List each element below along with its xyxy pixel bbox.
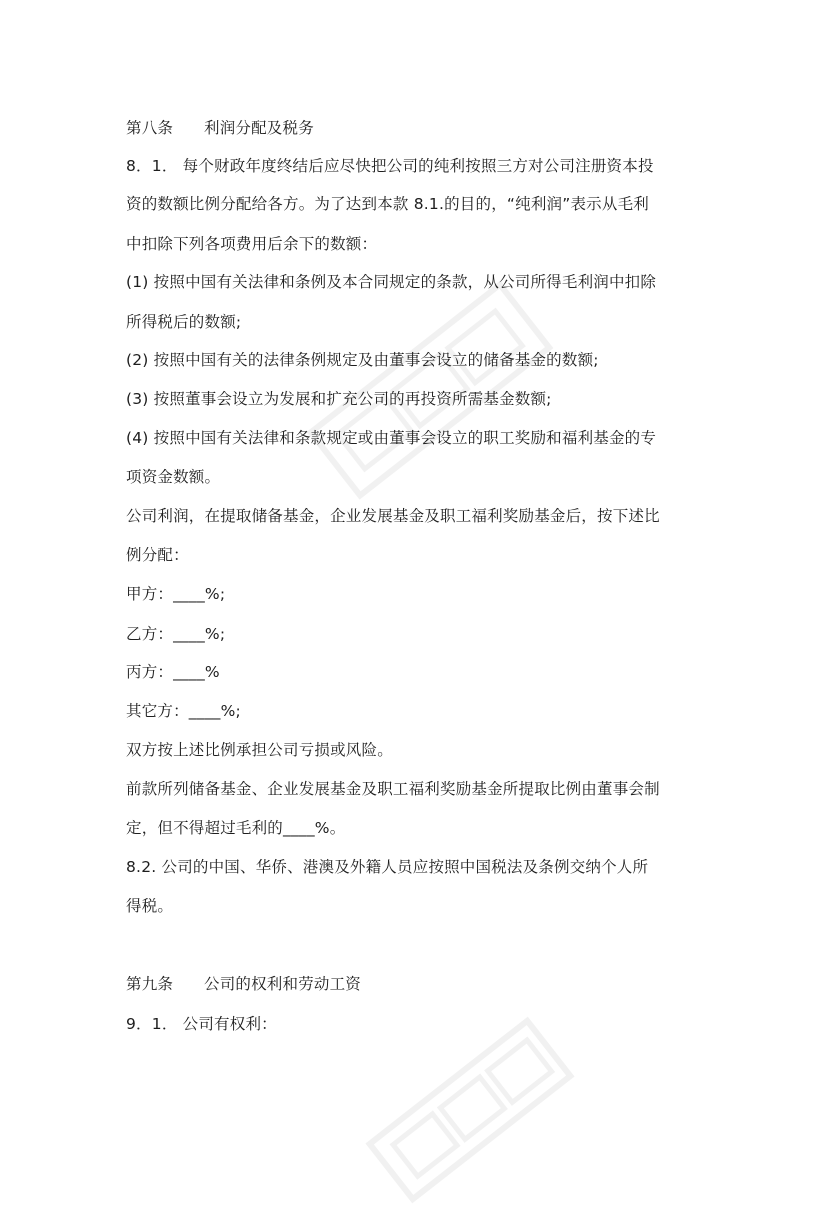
article-9-heading [126,974,361,994]
watermark-logo [353,1003,588,1217]
article-8-title: 利润分配及税务 [204,119,314,137]
article-8-number: 第八条 [126,119,174,137]
clause-8-1-line-1: 8．1． 每个财政年度终结后应尽快把公司的纯利按照三方对公司注册资本投 [126,157,654,175]
article-8-heading [126,118,314,138]
article-9-number: 第九条 [126,975,174,993]
fund-ratio-line-1: 前款所列储备基金、企业发展基金及职工福利奖励基金所提取比例由董事会制 [126,780,660,798]
item-1-line-2: 所得税后的数额; [126,313,242,331]
loss-sharing-text: 双方按上述比例承担公司亏损或风险。 [126,741,393,759]
clause-8-1-line-3: 中扣除下列各项费用后余下的数额： [126,235,378,253]
party-b-share: 乙方：____%; [126,625,226,643]
clause-8-2-line-1: 8.2. 公司的中国、华侨、港澳及外籍人员应按照中国税法及条例交纳个人所 [126,858,649,876]
item-4-line-2: 项资金数额。 [126,468,221,486]
party-a-share: 甲方：____%; [126,585,226,603]
profit-distribution-line-1: 公司利润，在提取储备基金，企业发展基金及职工福利奖励基金后，按下述比 [126,507,660,525]
clause-8-2-line-2: 得税。 [126,897,174,915]
party-c-share: 丙方：____% [126,663,220,681]
other-party-share: 其它方：____%; [126,702,241,720]
item-2: (2) 按照中国有关的法律条例规定及由董事会设立的储备基金的数额; [126,351,599,369]
item-1-line-1: (1) 按照中国有关法律和条例及本合同规定的条款，从公司所得毛利润中扣除 [126,273,657,291]
fund-ratio-line-2: 定，但不得超过毛利的____%。 [126,819,346,837]
clause-8-1-line-2: 资的数额比例分配给各方。为了达到本款 8.1.的目的，“纯利润”表示从毛利 [126,195,649,213]
item-3: (3) 按照董事会设立为发展和扩充公司的再投资所需基金数额; [126,390,552,408]
article-9-title: 公司的权利和劳动工资 [204,975,362,993]
clause-9-1: 9．1． 公司有权利： [126,1015,277,1033]
item-4-line-1: (4) 按照中国有关法律和条款规定或由董事会设立的职工奖励和福利基金的专 [126,429,657,447]
profit-distribution-line-2: 例分配： [126,546,189,564]
